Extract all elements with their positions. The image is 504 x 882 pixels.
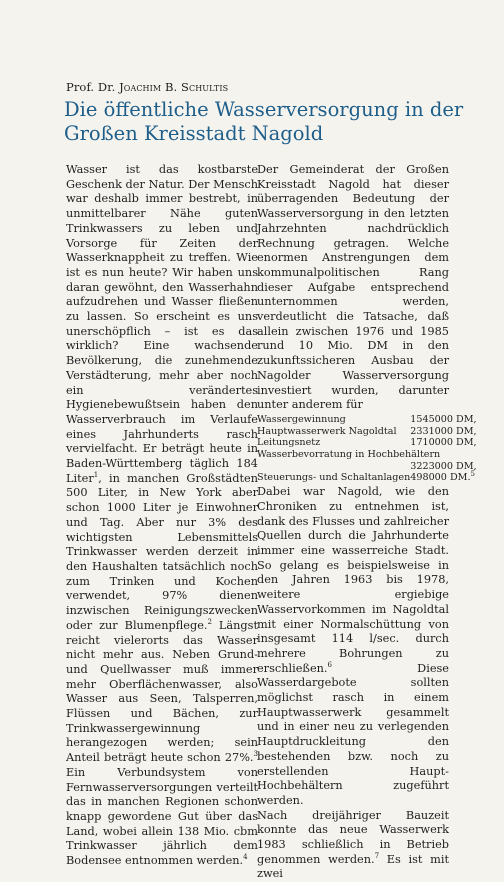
text-run: Wasser ist das kostbarste Geschenk der Natur. Der Mensch war deshalb immer bestrebt, in unmittelbarer Nähe guten Trinkwassers zu leben und Vorsorge für Zeiten der Wasserknappheit zu treffen. Wie ist es nun heute? Wir haben uns daran gewöhnt, den Wasserhahn aufzudrehen und Wasser fließen zu lassen. So erscheint es uns unerschöpflich – ist es das wirklich? Eine wachsende Bevölkerung, die zunehmende Verstädterung, mehr aber noch ein verändertes Hygienebewußtsein haben den Wasserverbrauch im Verlaufe eines Jahrhunderts rasch vervielfacht. Er beträgt heute in Baden-Württemberg täglich 184 Liter: [66, 163, 258, 485]
table-row: [257, 414, 477, 426]
cost-value: 1710000 DM,: [410, 437, 477, 449]
cost-label: Leitungsnetz: [257, 437, 321, 449]
table-row: [257, 461, 477, 473]
right-paragraph: Der Gemeinderat der Großen Kreisstadt Nagold hat dieser überragenden Bedeutung der Wasserversorgung in den letzten Jahrzehnten nachdrücklich Rechnung getragen. Welche enormen Anstrengungen dem kommunalpolitischen Rang dieser Aufgabe entsprechend unternommen werden, verdeutlicht die Tatsache, daß allein zwischen 1976 und 1985 rund 10 Mio. DM in den zukunftssicheren Ausbau der Nagolder Wasserversorgung investiert wurden, darunter unter anderem für: [257, 163, 449, 412]
right-paragraph: [257, 809, 449, 882]
footnote-ref: 6: [327, 660, 332, 669]
author-prefix: Prof. Dr.: [66, 80, 120, 94]
text-run: Es ist mit zwei: [257, 852, 449, 881]
footnote-ref: 2: [207, 618, 212, 627]
cost-label: Hauptwasserwerk Nagoldtal: [257, 425, 397, 437]
article-title: Die öffentliche Wasserversorgung in der Großen Kreisstadt Nagold: [64, 98, 464, 145]
text-run: , in manchen Großstädten 500 Liter, in New York aber schon 1000 Liter je Einwohner und Tag. Aber nur 3% des wichtigsten Lebensmittels Trinkwasser werden derzeit in den Haushalten tatsächlich noch zum Trinken und Kochen verwendet, 97% dienen inzwischen Reinigungszwecken oder zur Blumenpflege.: [66, 471, 258, 632]
cost-label: Wasserbevorratung in Hochbehältern: [257, 449, 441, 461]
cost-value: 2331000 DM,: [410, 425, 477, 437]
text-run: Ein Verbundsystem von Fernwasserversorgungen verteilt das in manchen Regionen schon knapp gewordene Gut über das Land, wobei allein 138 Mio. cbm Trinkwasser jährlich dem Bodensee entnommen werden.: [66, 765, 258, 868]
cost-value: [410, 472, 476, 484]
left-column: [66, 163, 258, 869]
table-row: [257, 449, 477, 461]
footnote-ref: 5: [470, 470, 475, 479]
author-line: [66, 80, 228, 94]
cost-value: 1545000 DM,: [410, 413, 477, 425]
left-paragraph: [66, 163, 258, 869]
text-run: Dabei war Nagold, wie den Chroniken zu entnehmen ist, dank des Flusses und zahlreicher Quellen durch die Jahrhunderte immer eine wasserreiche Stadt. So gelang es beispielsweise in den Jahren 1963 bis 1978, weitere ergiebige Wasservorkommen im Nagoldtal mit einer Normalschüttung von insgesamt 114 l/sec. durch mehrere Bohrungen zu erschließen.: [257, 485, 449, 675]
cost-label: [257, 461, 410, 473]
table-row: [257, 426, 477, 438]
right-paragraph: [257, 485, 449, 808]
text-run: Nach dreijähriger Bauzeit konnte das neue Wasserwerk 1983 schließlich in Betrieb genommen werden.: [257, 808, 449, 866]
table-row: [257, 437, 477, 449]
cost-label: Steuerungs- und Schaltanlagen: [257, 472, 411, 484]
footnote-ref: 3: [253, 750, 258, 759]
footnote-ref: 4: [243, 853, 248, 862]
table-row: [257, 472, 477, 484]
footnote-ref: 1: [93, 471, 99, 479]
investment-table: [257, 414, 477, 484]
text-run: Diese Wasserdargebote sollten möglichst rasch in einem Hauptwasserwerk gesammelt und in einer neu zu verlegenden Hauptdruckleitung den bestehenden bzw. noch zu erstellenden Haupt-Hochbehältern zugeführt werden.: [257, 661, 449, 807]
cost-value: 3223000 DM,: [410, 460, 477, 472]
right-column: [257, 163, 477, 882]
cost-label: Wassergewinnung: [257, 413, 346, 425]
cost-value-text: 498000 DM.: [410, 472, 471, 484]
author-name: Joachim B. Schultis: [119, 80, 229, 94]
footnote-ref: 7: [374, 851, 380, 860]
text-run: Längst reicht vielerorts das Wasser nicht mehr aus. Neben Grund- und Quellwasser muß immer mehr Oberflächenwasser, also Wasser aus Seen, Talsperren, Flüssen und Bächen, zur Trinkwassergewinnung herangezogen werden; sein Anteil beträgt heute schon 27%.: [66, 618, 258, 765]
